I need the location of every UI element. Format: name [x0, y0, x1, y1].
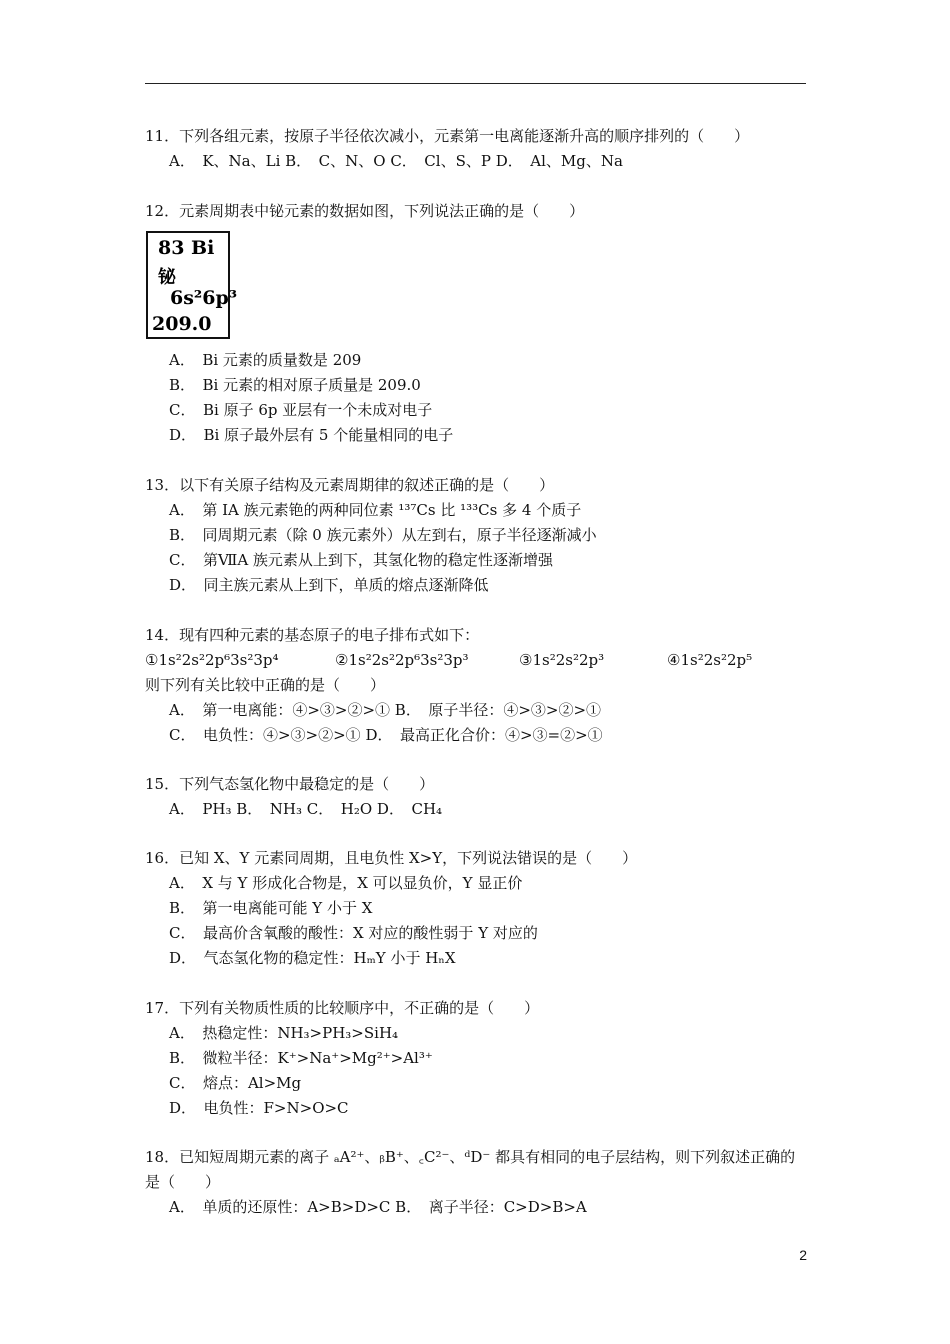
- question-12: [145, 199, 815, 224]
- element-atomic-mass: 209.0: [152, 313, 212, 335]
- question-15: [145, 772, 815, 822]
- config-2: ②1s²2s²2p⁶3s²3p³: [335, 651, 469, 669]
- question-14-configs: [145, 648, 815, 673]
- question-15-options: A． PH₃ B． NH₃ C． H₂O D． CH₄: [169, 800, 443, 818]
- question-13-option-b: B． 同周期元素（除 0 族元素外）从左到右，原子半径逐渐减小: [169, 526, 597, 544]
- question-14-stem-2: 则下列有关比较中正确的是（ ）: [145, 676, 386, 694]
- question-12-options: [145, 348, 815, 448]
- question-13-stem: 13．以下有关原子结构及元素周期律的叙述正确的是（ ）: [145, 476, 555, 494]
- question-13: [145, 473, 815, 598]
- question-16-option-a: A． X 与 Y 形成化合物是，X 可以显负价，Y 显正价: [169, 874, 523, 892]
- question-11: [145, 124, 815, 174]
- bismuth-element-card: [146, 231, 238, 339]
- question-14-options-cd: C． 电负性：④>③>②>① D． 最高正化合价：④>③=②>①: [169, 726, 603, 744]
- element-number-symbol: 83 Bi: [158, 237, 215, 259]
- page-number: 2: [799, 1247, 807, 1263]
- question-13-option-c: C． 第ⅦA 族元素从上到下，其氢化物的稳定性逐渐增强: [169, 551, 553, 569]
- question-12-option-b: B． Bi 元素的相对原子质量是 209.0: [169, 376, 421, 394]
- question-12-option-d: D． Bi 原子最外层有 5 个能量相同的电子: [169, 426, 454, 444]
- question-18-options-ab: A． 单质的还原性：A>B>D>C B． 离子半径：C>D>B>A: [169, 1198, 587, 1216]
- question-12-stem: 12．元素周期表中铋元素的数据如图，下列说法正确的是（ ）: [145, 202, 585, 220]
- question-17-stem: 17．下列有关物质性质的比较顺序中，不正确的是（ ）: [145, 999, 540, 1017]
- question-17-option-c: C． 熔点：Al>Mg: [169, 1074, 302, 1092]
- question-18: [145, 1145, 807, 1220]
- config-1: ①1s²2s²2p⁶3s²3p⁴: [145, 651, 279, 669]
- element-name: 铋: [158, 267, 176, 288]
- question-18-stem: 18．已知短周期元素的离子 ₐA²⁺、ᵦB⁺、꜀C²⁻、ᵈD⁻ 都具有相同的电子层结构，则下列叙述正确的是（ ）: [145, 1148, 796, 1191]
- question-16: [145, 846, 815, 971]
- question-12-option-a: A． Bi 元素的质量数是 209: [169, 351, 362, 369]
- question-17-option-d: D． 电负性：F>N>O>C: [169, 1099, 349, 1117]
- question-15-stem: 15．下列气态氢化物中最稳定的是（ ）: [145, 775, 435, 793]
- question-11-stem: 11．下列各组元素，按原子半径依次减小，元素第一电离能逐渐升高的顺序排列的（ ）: [145, 127, 750, 145]
- element-electron-config: 6s²6p³: [170, 287, 238, 309]
- question-13-option-a: A． 第 IA 族元素铯的两种同位素 ¹³⁷Cs 比 ¹³³Cs 多 4 个质子: [169, 501, 582, 519]
- question-14-stem: 14．现有四种元素的基态原子的电子排布式如下：: [145, 626, 480, 644]
- question-16-stem: 16．已知 X、Y 元素同周期，且电负性 X>Y，下列说法错误的是（ ）: [145, 849, 638, 867]
- question-13-option-d: D． 同主族元素从上到下，单质的熔点逐渐降低: [169, 576, 489, 594]
- question-11-options: A． K、Na、Li B． C、N、O C． Cl、S、P D． Al、Mg、Na: [169, 152, 623, 170]
- question-16-option-b: B． 第一电离能可能 Y 小于 X: [169, 899, 373, 917]
- question-16-option-c: C． 最高价含氧酸的酸性：X 对应的酸性弱于 Y 对应的: [169, 924, 538, 942]
- question-17: [145, 996, 815, 1121]
- question-16-option-d: D． 气态氢化物的稳定性：HₘY 小于 HₙX: [169, 949, 456, 967]
- question-17-option-a: A． 热稳定性：NH₃>PH₃>SiH₄: [169, 1024, 399, 1042]
- question-17-option-b: B． 微粒半径：K⁺>Na⁺>Mg²⁺>Al³⁺: [169, 1049, 433, 1067]
- config-4: ④1s²2s²2p⁵: [667, 651, 753, 669]
- question-14: [145, 623, 815, 748]
- question-14-options-ab: A． 第一电离能：④>③>②>① B． 原子半径：④>③>②>①: [169, 701, 602, 719]
- question-12-option-c: C． Bi 原子 6p 亚层有一个未成对电子: [169, 401, 433, 419]
- config-3: ③1s²2s²2p³: [519, 651, 605, 669]
- header-rule: [145, 83, 806, 84]
